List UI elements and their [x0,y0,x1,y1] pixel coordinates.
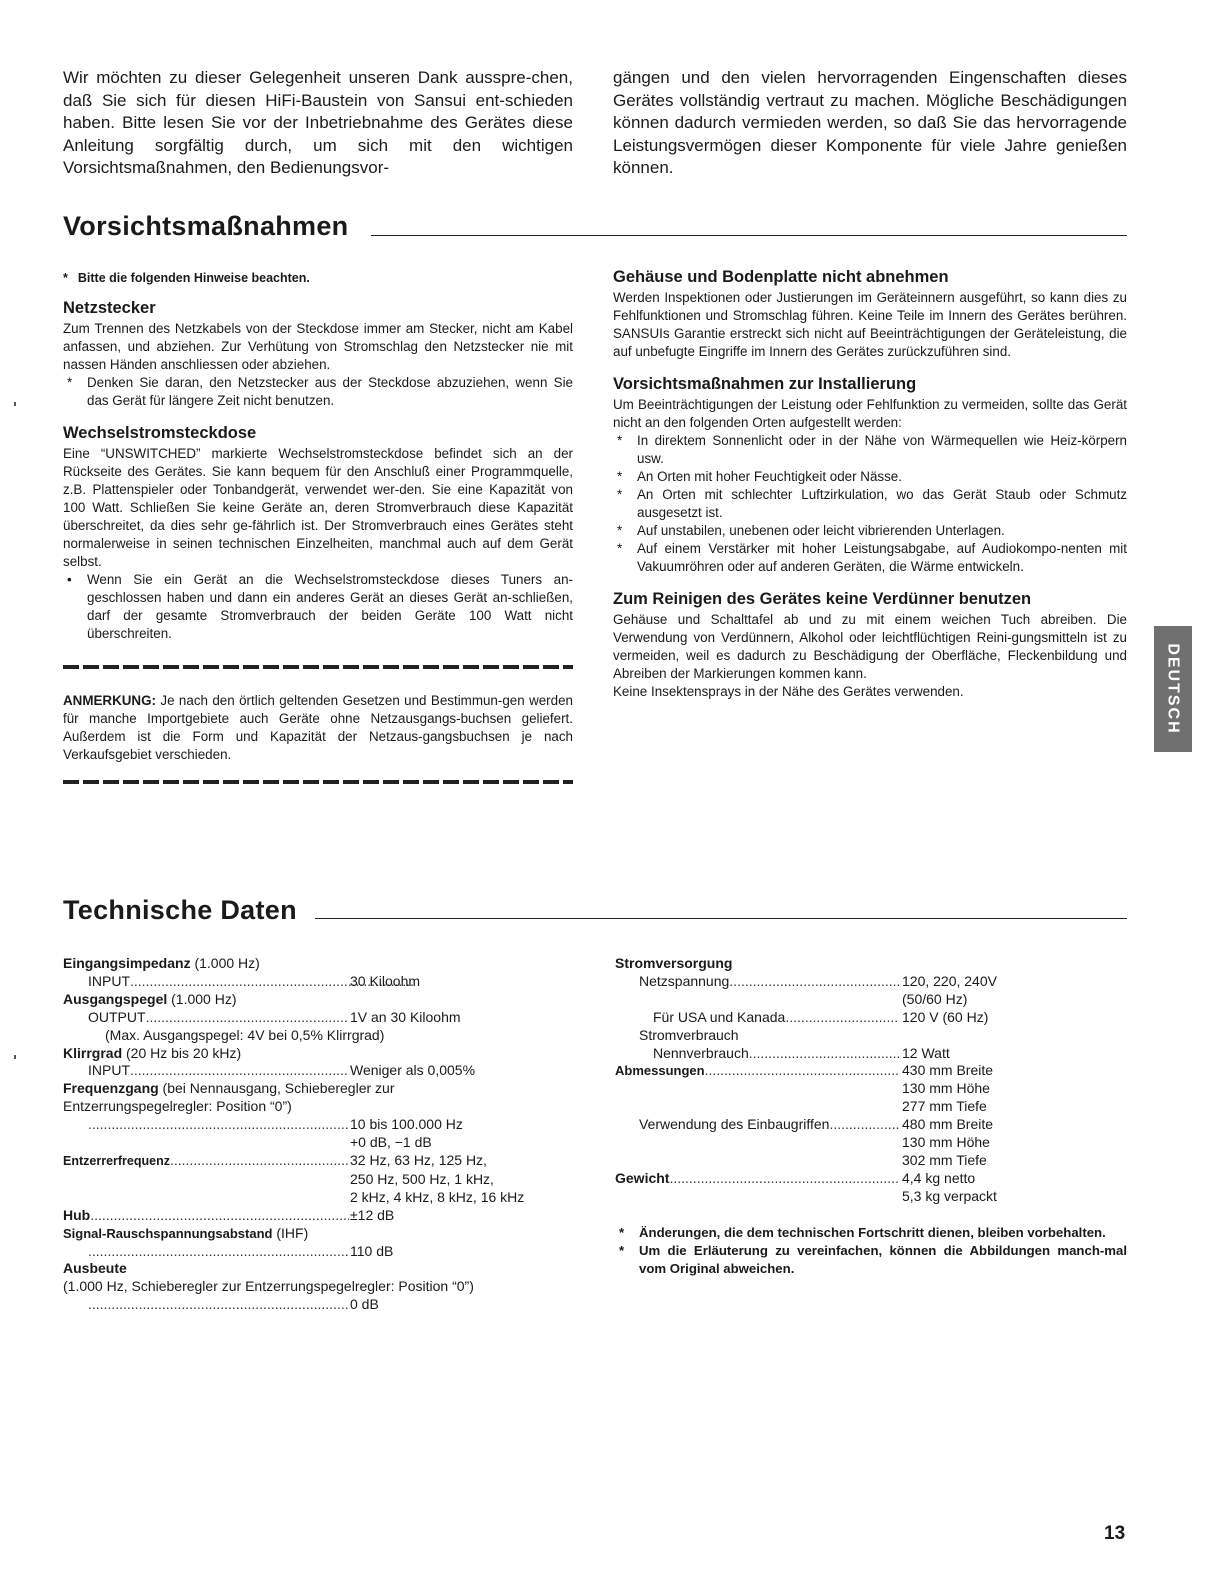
spec-gain-row: ..... 0 dB [63,1296,349,1314]
specs-title: Technische Daten [63,895,297,925]
install-text: Um Beeinträchtigungen der Leistung oder Fehlfunktion zu vermeiden, sollte das Gerät nicht an den folgenden Orten aufgestellt werden: [613,397,1127,430]
cleaning-heading: Zum Reinigen des Gerätes keine Verdünner benutzen [613,590,1032,608]
list-item: * Um die Erläuterung zu vereinfachen, können die Abbildungen manch-mal vom Original abweichen. [619,1242,1127,1276]
outlet-heading: Wechselstromsteckdose [63,424,257,442]
spec-consumption: Stromverbrauch [639,1026,739,1043]
remark-text: Je nach den örtlich geltenden Gesetzen und Bestimmun-gen werden für manche Importgebiete auch Geräte ohne Netzausgangs-buchsen geliefert. Außerdem ist die Form und Kapazität der Netzaus-gangsbuchsen je nach Verkaufsgebiet verschieden. [63,693,573,762]
precautions-note: * Bitte die folgenden Hinweise beachten. [63,271,310,285]
list-item: * An Orten mit schlechter Luftzirkulation, wo das Gerät Staub oder Schmutz ausgesetzt ist. [617,487,1127,520]
note-asterisk: * [63,271,68,285]
spec-eq-freq-3: 2 kHz, 4 kHz, 8 kHz, 16 kHz [350,1188,525,1205]
list-item: * An Orten mit hoher Feuchtigkeit oder Nässe. [617,469,902,484]
spec-dims-d: 277 mm Tiefe [902,1098,987,1115]
page-number: 13 [1104,1523,1126,1544]
spec-thd: Klirrgrad (20 Hz bis 20 kHz) [63,1044,242,1061]
outlet-bullets [63,571,573,643]
list-item: • Wenn Sie ein Gerät an die Wechselstromsteckdose dieses Tuners an-geschlossen haben und dann ein anderes Gerät an dieses Gerät an-schließen, darf der gesamte Stromverbrauch der beiden Geräte 100 Watt nicht überschreiten. [67,572,573,641]
spec-freq-row: ..... 10 bis 100.000 Hz [63,1116,349,1134]
cabinet-text: Werden Inspektionen oder Justierungen im Geräteinnern ausgeführt, so kann dies zu Fehlfunktionen und Stromschlag führen. Keine Teile im Innern des Gerätes berühren. SANSUIs Garantie erstreckt sich nicht auf Beeinträchtigungen der Geräteleistung, die auf unbefugte Eingriffe im Innern des Gerätes zurückzuführen sind. [613,290,1127,359]
language-tab [1154,626,1192,752]
spec-dims: Abmessungen ..... 430 mm Breite [615,1062,899,1080]
spec-output-level: Ausgangspegel (1.000 Hz) [63,990,237,1007]
plug-text: Zum Trennen des Netzkabels von der Steckdose immer am Stecker, nicht am Kabel anfassen, und abziehen. Zur Verhütung von Stromschlag den Netzstecker nie mit nassen Händen anschliessen oder abziehen. [63,321,573,372]
remark-bottom-divider [63,780,573,784]
cabinet-heading: Gehäuse und Bodenplatte nicht abnehmen [613,268,949,286]
spec-freq-cond: Entzerrungspegelregler: Position “0”) [63,1098,292,1115]
scan-mark [14,402,16,406]
spec-eq-freq: Entzerrerfrequenz ..... 32 Hz, 63 Hz, 125 Hz, [63,1152,349,1171]
spec-input-row: INPUT ..... 30 Kiloohm [63,973,413,991]
spec-voltage: Netzspannung ..... 120, 220, 240V [615,973,899,991]
install-list [613,432,1127,576]
spec-rack: Verwendung des Einbaugriffen ..... 480 mm Breite [615,1116,899,1134]
install-heading: Vorsichtsmaßnahmen zur Installierung [613,375,917,393]
list-item: * Änderungen, die dem technischen Fortschritt dienen, bleiben vorbehalten. [619,1224,1106,1240]
spec-dims-h: 130 mm Höhe [902,1080,990,1097]
spec-notes [615,1224,1127,1278]
spec-freq: Frequenzgang (bei Nennausgang, Schieberegler zur [63,1080,395,1097]
spec-weight-packed: 5,3 kg verpackt [902,1187,997,1204]
plug-heading: Netzstecker [63,299,156,317]
spec-gain: Ausbeute [63,1260,127,1277]
spec-rated: Nennverbrauch ..... 12 Watt [615,1045,899,1063]
list-item: * Auf einem Verstärker mit hoher Leistungsabgabe, auf Audiokompo-nenten mit Vakuumröhren oder auf anderen Geräten, die Wärme entwickeln. [617,541,1127,574]
remark-label: ANMERKUNG: [63,693,156,708]
intro-right: gängen und den vielen hervorragenden Eingenschaften dieses Gerätes vollständig vertraut zu machen. Mögliche Beschädigungen können dadurch vermieden werden, so daß Sie das hervorragende Leistungsvermögen dieser Komponente für viele Jahre genießen können. [613,68,1127,178]
precautions-title-rule [371,235,1127,236]
spec-hub: Hub ..... ±12 dB [63,1207,349,1225]
spec-input-impedance: Eingangsimpedanz (1.000 Hz) [63,955,260,971]
spec-usa: Für USA und Kanada ..... 120 V (60 Hz) [615,1009,899,1027]
list-item: * Auf unstabilen, unebenen oder leicht vibrierenden Unterlagen. [617,523,1005,538]
precautions-left-column [63,271,573,643]
intro-left: Wir möchten zu dieser Gelegenheit unseren Dank ausspre-chen, daß Sie sich für diesen HiFi-Baustein von Sansui ent-schieden haben. Bitte lesen Sie vor der Inbetriebnahme des Gerätes diese Anleitung sorgfältig durch, um sich mit den wichtigen Vorsichtsmaßnahmen, den Bedienungsvor- [63,68,573,178]
spec-eq-freq-2: 250 Hz, 500 Hz, 1 kHz, [350,1170,494,1187]
spec-rack-h: 130 mm Höhe [902,1134,990,1151]
spec-weight: Gewicht ..... 4,4 kg netto [615,1170,899,1188]
spec-voltage-freq: (50/60 Hz) [902,990,968,1007]
spec-power: Stromversorgung [615,955,733,971]
spec-gain-cond: (1.000 Hz, Schieberegler zur Entzerrungspegelregler: Position “0”) [63,1278,474,1295]
remark [63,692,573,764]
list-item: * Denken Sie daran, den Netzstecker aus der Steckdose abzuziehen, wenn Sie das Gerät für längere Zeit nicht benutzen. [67,375,573,408]
scan-mark [14,1055,16,1059]
spec-snr-row: ..... 110 dB [63,1243,349,1261]
spec-rack-d: 302 mm Tiefe [902,1151,987,1168]
spec-output-row: OUTPUT ..... 1V an 30 Kiloohm [63,1009,349,1027]
plug-bullets [63,374,573,410]
precautions-title: Vorsichtsmaßnahmen [63,211,349,241]
outlet-text: Eine “UNSWITCHED” markierte Wechselstromsteckdose befindet sich an der Rückseite des Gerätes. Sie kann bequem für den Anschluß einer Programmquelle, z.B. Plattenspieler oder Tonbandgerät, verwendet wer-den. Sie eine Kapazität von 100 Watt. Schließen Sie keine Geräte an, deren Stromverbrauch diese Kapazität überschreitet, da dies sehr ge-fährlich ist. Der Stromverbrauch eines Gerätes steht normalerweise in seinen technischen Einzelheiten, manchmal auch auf dem Gerät selbst. [63,446,573,569]
cleaning-text-2: Keine Insektensprays in der Nähe des Gerätes verwenden. [613,684,964,699]
spec-snr: Signal-Rauschspannungsabstand (IHF) [63,1224,309,1241]
specs-title-rule [315,918,1127,919]
spec-thd-row: INPUT ..... Weniger als 0,005% [63,1062,349,1080]
list-item: * In direktem Sonnenlicht oder in der Nähe von Wärmequellen wie Heiz-körpern usw. [617,433,1127,466]
spec-output-max: (Max. Ausgangspegel: 4V bei 0,5% Klirrgrad) [105,1026,385,1043]
specs-right-column [615,955,1127,1278]
remark-top-divider [63,665,573,669]
spec-freq-row-2: +0 dB, −1 dB [350,1134,432,1151]
cleaning-text: Gehäuse und Schalttafel ab und zu mit einem weichen Tuch abreiben. Die Verwendung von Verdünnern, Alkohol oder leichtflüchtigen Reini-gungsmitteln ist zu vermeiden, weil es dadurch zu Beschädigung der Oberfläche, Fleckenbildung und Abreiben der Markierungen kommen kann. [613,612,1127,681]
precautions-right-column [613,268,1127,701]
specs-left-column [63,955,573,1314]
language-tab-label: DEUTSCH [1165,643,1182,735]
